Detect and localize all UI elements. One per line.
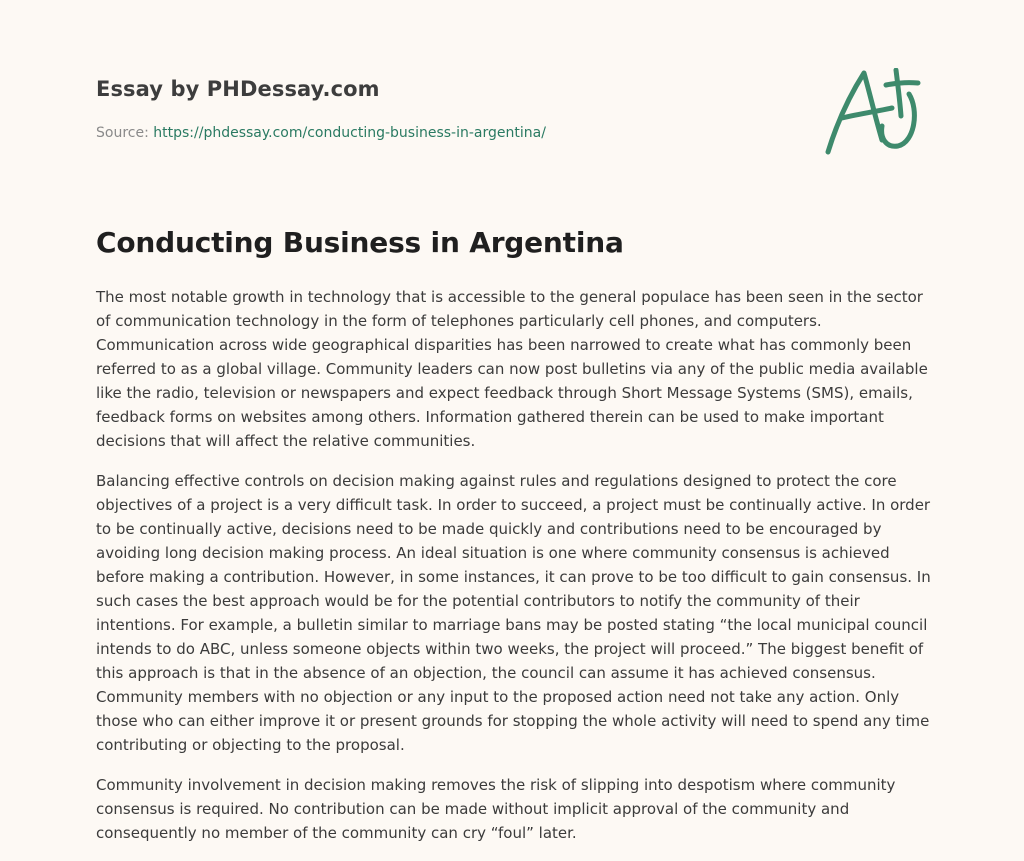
essay-paragraph: The most notable growth in technology that is accessible to the general populace has been seen in the sector of communication technology in the form of telephones particularly cell phones, and computers. Communication across wide geographical disparities has been narrowed to create what has commonly been referred to as a global village. Community leaders can now post bulletins via any of the public media available like the radio, television or newspapers and expect feedback through Short Message Systems (SMS), emails, feedback forms on websites among others. Information gathered therein can be used to make important decisions that will affect the relative communities.: [96, 288, 928, 450]
source-label: Source:: [96, 125, 149, 141]
essay-paragraph: Community involvement in decision making removes the risk of slipping into despotism where community consensus is required. No contribution can be made without implicit approval of the community and consequently no member of the community can cry “foul” later.: [96, 776, 896, 842]
essay-page: [96, 0, 936, 860]
source-line: [96, 125, 546, 141]
essay-body: [96, 285, 936, 861]
essay-paragraph: Balancing effective controls on decision making against rules and regulations designed to protect the core objectives of a project is a very difficult task. In order to succeed, a project must be continually active. In order to be continually active, decisions need to be made quickly and contributions need to be encouraged by avoiding long decision making process. An ideal situation is one where community consensus is achieved before making a contribution. However, in some instances, it can prove to be too difficult to gain consensus. In such cases the best approach would be for the potential contributors to notify the community of their intentions. For example, a bulletin similar to marriage bans may be posted stating “the local municipal council intends to do ABC, unless someone objects within two weeks, the project will proceed.” The biggest benefit of this approach is that in the absence of an objection, the council can assume it has achieved consensus. Community members with no objection or any input to the proposed action need not take any action. Only those who can either improve it or present grounds for stopping the whole activity will need to spend any time contributing or objecting to the proposal.: [96, 472, 931, 754]
a-plus-icon: [824, 68, 924, 158]
source-link[interactable]: https://phdessay.com/conducting-business-in-argentina/: [153, 125, 546, 141]
essay-title: Conducting Business in Argentina: [96, 226, 624, 259]
site-brand: Essay by PHDessay.com: [96, 77, 380, 101]
page-header: [96, 75, 936, 175]
